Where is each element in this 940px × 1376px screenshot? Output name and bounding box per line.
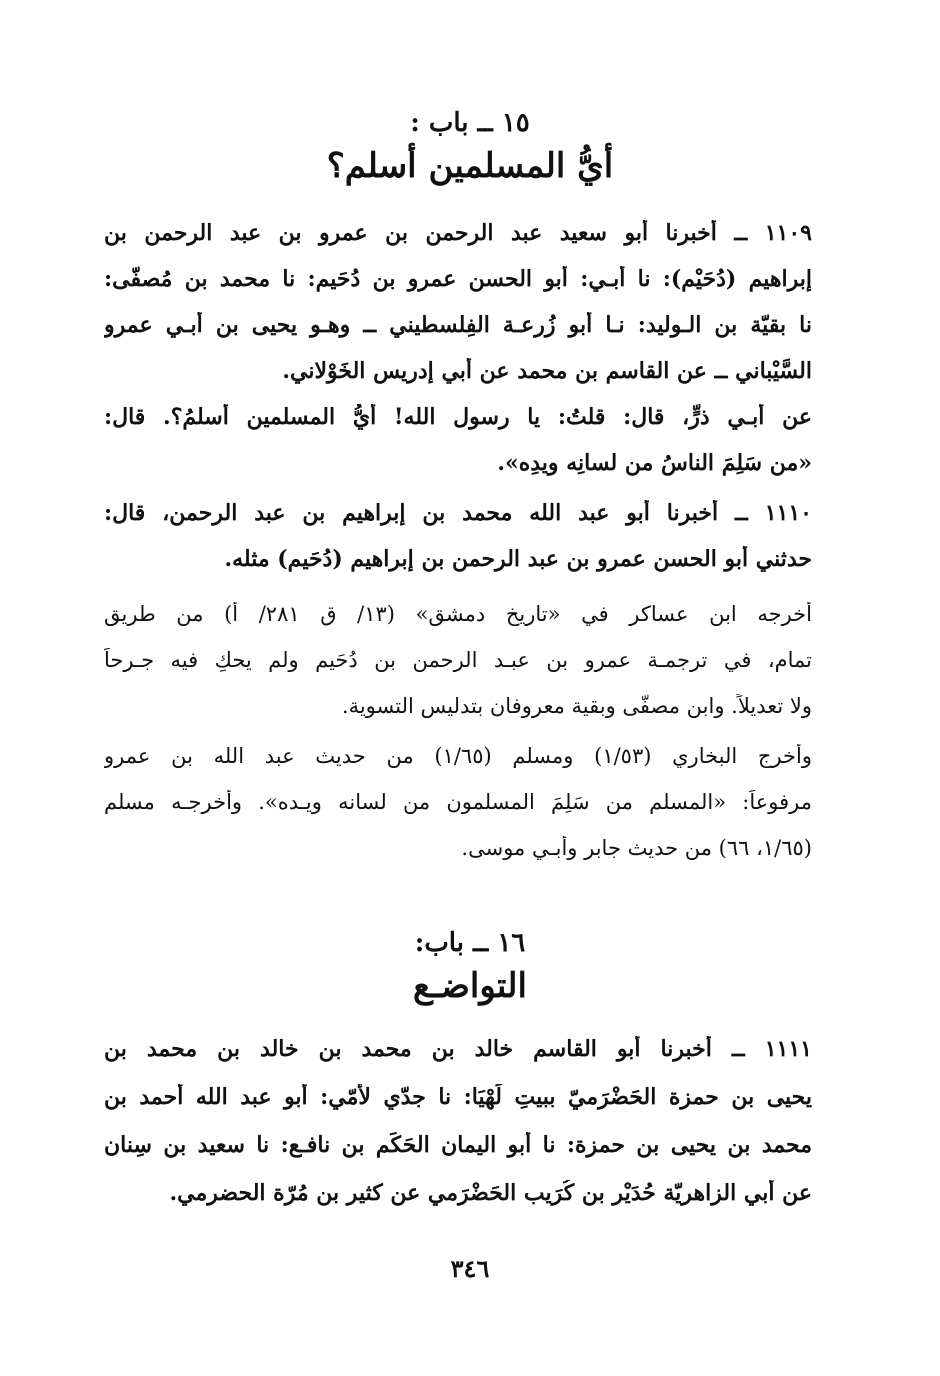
hadith-1110-line-2: حدثني أبو الحسن عمرو بن عبد الرحمن بن إبراهيم (دُحَيم) مثله. [224,546,812,572]
hadith-1110-line-1: ١١١٠ ــ أخبرنا أبو عبد الله محمد بن إبراهيم بن عبد الرحمن، قال: [104,500,812,526]
page-number: ٣٤٦ [450,1254,490,1283]
note-1-line-3: ولا تعديلاً. وابن مصفّى وبقية معروفان بتدليس التسوية. [341,694,812,718]
hadith-1111-line-2: يحيى بن حمزة الحَضْرَميّ ببيتِ لَهْيَا: نا جدّي لأمّي: أبو عبد الله أحمد بن [104,1084,812,1110]
hadith-1111-line-4: عن أبي الزاهريّة حُدَيْر بن كُرَيب الحَضْرَمي عن كثير بن مُرّة الحضرمي. [169,1180,812,1206]
note-2-line-2: مرفوعاً: «المسلم من سَلِمَ المسلمون من لسانه ويـده». وأخرجـه مسلم [104,790,812,814]
chapter-15-title: أيُّ المسلمين أسلم؟ [326,146,614,186]
hadith-1109-line-4: السَّيْباني ــ عن القاسم بن محمد عن أبي إدريس الخَوْلاني. [282,358,812,384]
note-2-line-1: وأخرج البخاري (١/٥٣) ومسلم (١/٦٥) من حديث عبد الله بن عمرو [104,744,812,768]
hadith-1109-line-1: ١١٠٩ ــ أخبرنا أبو سعيد عبد الرحمن بن عمرو بن عبد الرحمن بن [104,220,812,246]
hadith-1109-line-3: نا بقيّة بن الـوليد: نـا أبو زُرعـة الفِلسطيني ــ وهـو يحيى بن أبـي عمرو [104,312,812,338]
hadith-1111-line-3: محمد بن يحيى بن حمزة: نا أبو اليمان الحَكَم بن نافـع: نا سعيد بن سِنان [104,1132,812,1158]
hadith-1109-line-5: عن أبـي ذرٍّ، قال: قلتُ: يا رسول الله! أيُّ المسلمين أسلمُ؟. قال: [104,404,812,430]
hadith-1109-line-2: إبراهيم (دُحَيْم): نا أبـي: أبو الحسن عمرو بن دُحَيم: نا محمد بن مُصفّى: [104,266,812,292]
chapter-15-number: ١٥ ــ باب : [410,108,530,138]
note-1-line-1: أخرجه ابن عساكر في «تاريخ دمشق» (١٣/ ق ٢٨١/ أ) من طريق [104,602,812,626]
note-1-line-2: تمام، في ترجمـة عمرو بن عبـد الرحمن بن دُحَيم ولم يحكِ فيه جـرحاً [104,648,812,672]
hadith-1111-line-1: ١١١١ ــ أخبرنا أبو القاسم خالد بن محمد بن خالد بن محمد بن [104,1036,812,1062]
chapter-16-number: ١٦ ــ باب: [414,928,526,958]
hadith-1109-line-6: «من سَلِمَ الناسُ من لسانِه ويدِه». [497,450,812,476]
note-2-line-3: (١/٦٥، ٦٦) من حديث جابر وأبـي موسى. [461,836,812,860]
chapter-16-title: التواضـع [412,966,527,1006]
